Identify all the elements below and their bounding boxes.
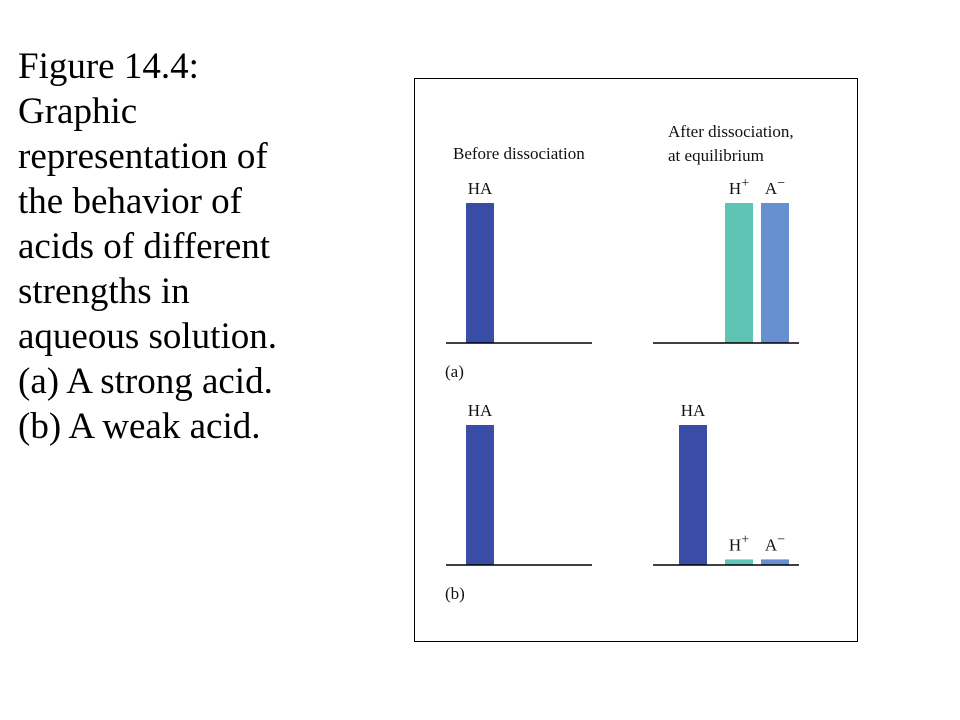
panel-b-before-bar-ha [466, 425, 494, 565]
panel-a-before-label-ha: HA [467, 179, 493, 198]
panel-a-after-bar-a-minus [761, 203, 789, 343]
panel-a-before-bar-ha [466, 203, 494, 343]
panel-a-label: (a) [445, 362, 464, 381]
panel-b-before-label-ha: HA [467, 401, 493, 420]
panel-a-after-bar-h-plus [725, 203, 753, 343]
figure-caption: Figure 14.4: Graphic representation of the behavior of acids of different strengths in aqueous solution. (a) A strong acid. (b) A weak acid. [18, 46, 277, 447]
panel-b-after-label-ha: HA [680, 401, 706, 420]
after-dissociation-title-line2: at equilibrium [668, 146, 764, 165]
panel-b-after-bar-a-minus [761, 559, 789, 565]
dissociation-chart [415, 79, 859, 643]
panel-a-after-label-a-minus: A− [764, 176, 786, 198]
panel-b-after-label-h-plus: H+ [728, 532, 750, 555]
after-dissociation-title-line1: After dissociation, [668, 122, 794, 141]
panel-a-after-label-h-plus: H+ [728, 176, 750, 198]
before-dissociation-title: Before dissociation [453, 144, 585, 163]
panel-b-after-label-a-minus: A− [764, 532, 786, 555]
figure-frame [414, 78, 858, 642]
panel-b-after-bar-h-plus [725, 559, 753, 565]
panel-b-label: (b) [445, 584, 465, 603]
panel-b-after-bar-ha [679, 425, 707, 565]
